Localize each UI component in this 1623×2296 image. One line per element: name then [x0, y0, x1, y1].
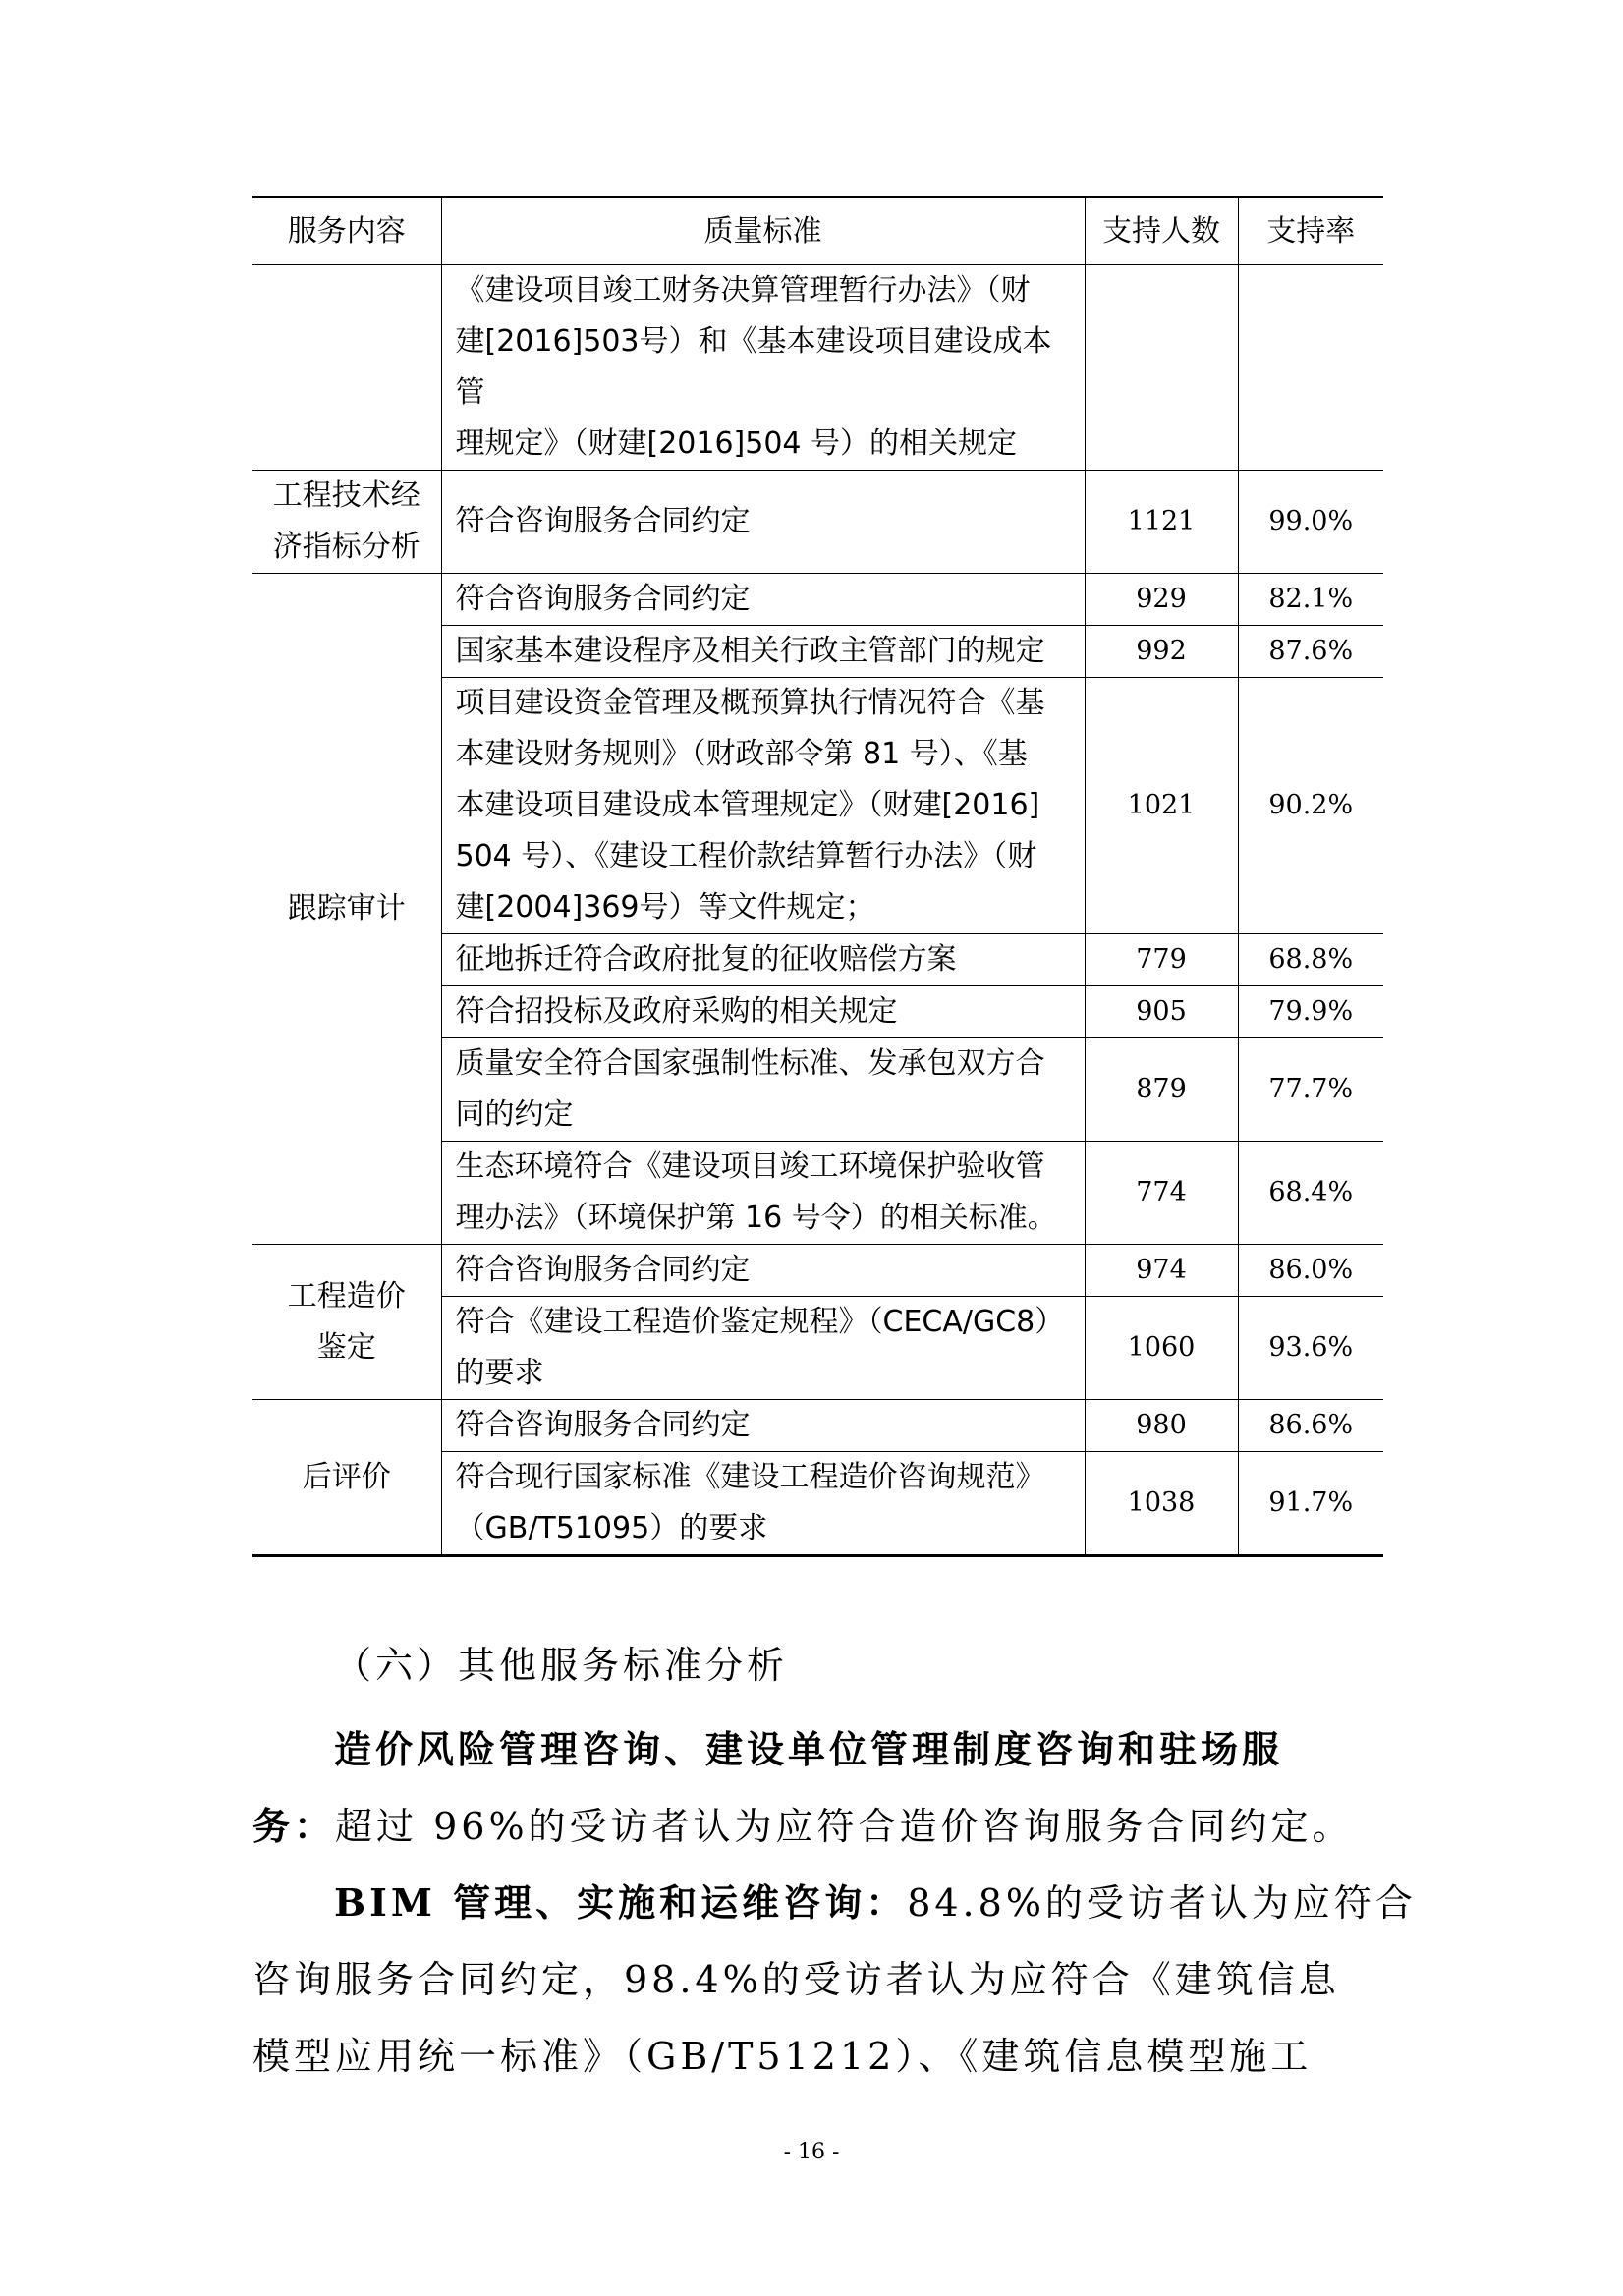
table-body	[252, 265, 1383, 1556]
service-cell	[252, 574, 441, 1245]
count-cell: 929	[1085, 574, 1238, 626]
bold-run: BIM 管理、实施和运维咨询：	[334, 1880, 908, 1925]
body-paragraphs	[252, 1711, 1417, 2095]
service-cell	[252, 265, 441, 471]
standard-line: 符合咨询服务合同约定	[455, 1253, 751, 1287]
standard-line: 符合《建设工程造价鉴定规程》（CECA/GC8）	[455, 1305, 1065, 1339]
table-header-row	[252, 197, 1383, 265]
quality-standard-table	[252, 196, 1383, 1557]
count-cell	[1085, 265, 1238, 471]
standard-line: 《建设项目竣工财务决算管理暂行办法》（财	[455, 273, 1031, 308]
text-run: 超过 96%的受访者认为应符合造价咨询服务合同约定。	[335, 1805, 1354, 1848]
rate-cell: 79.9%	[1238, 986, 1383, 1038]
rate-cell: 82.1%	[1238, 574, 1383, 626]
text-run: 84.8%的受访者认为应符合	[907, 1881, 1417, 1925]
bold-run: 造价风险管理咨询、建设单位管理制度咨询和驻场服	[334, 1727, 1284, 1771]
standard-line: 同的约定	[455, 1097, 574, 1132]
standard-line: 理规定》（财建[2016]504 号）的相关规定	[455, 426, 1018, 461]
standard-line: 国家基本建设程序及相关行政主管部门的规定	[455, 634, 1045, 668]
text-run: 模型应用统一标准》（GB/T51212）、《建筑信息模型施工	[252, 2035, 1313, 2078]
standard-line: 建[2004]369号）等文件规定；	[455, 890, 875, 924]
standard-cell	[441, 1297, 1085, 1400]
standard-line: 504 号）、《建设工程价款结算暂行办法》（财	[455, 839, 1037, 873]
rate-cell: 90.2%	[1238, 678, 1383, 934]
standard-line: 理办法》（环境保护第 16 号令）的相关标准。	[455, 1201, 1057, 1235]
count-cell: 974	[1085, 1245, 1238, 1297]
service-line: 跟踪审计	[287, 891, 406, 925]
rate-cell: 93.6%	[1238, 1297, 1383, 1400]
rate-cell: 91.7%	[1238, 1452, 1383, 1556]
standard-cell	[441, 471, 1085, 574]
standard-line: 生态环境符合《建设项目竣工环境保护验收管	[455, 1149, 1045, 1184]
count-cell: 992	[1085, 626, 1238, 678]
header-rate: 支持率	[1238, 197, 1383, 265]
count-cell: 774	[1085, 1142, 1238, 1245]
standard-cell	[441, 678, 1085, 934]
paragraph-line	[252, 1711, 1383, 1788]
count-cell: 1121	[1085, 471, 1238, 574]
section-heading: （六）其他服务标准分析	[334, 1644, 789, 1687]
standard-cell	[441, 934, 1085, 986]
standard-line: （GB/T51095）的要求	[455, 1511, 768, 1545]
standard-line: 项目建设资金管理及概预算执行情况符合《基	[455, 686, 1045, 720]
paragraph-line	[252, 1865, 1417, 1941]
table-row	[252, 574, 1383, 626]
standard-cell	[441, 574, 1085, 626]
service-cell	[252, 471, 441, 574]
standard-cell	[441, 986, 1085, 1038]
header-service: 服务内容	[252, 197, 441, 265]
text-run: 咨询服务合同约定，98.4%的受访者认为应符合《建筑信息	[252, 1958, 1340, 2001]
standard-cell	[441, 265, 1085, 471]
count-cell: 980	[1085, 1400, 1238, 1452]
standard-line: 建[2016]503号）和《基本建设项目建设成本管	[455, 324, 1052, 410]
standard-line: 符合咨询服务合同约定	[455, 582, 751, 616]
standard-cell	[441, 1452, 1085, 1556]
service-cell	[252, 1245, 441, 1400]
header-count: 支持人数	[1085, 197, 1238, 265]
rate-cell	[1238, 265, 1383, 471]
table-row	[252, 265, 1383, 471]
rate-cell: 86.6%	[1238, 1400, 1383, 1452]
table-row	[252, 471, 1383, 574]
paragraph-line	[252, 2018, 1383, 2095]
standard-line: 符合咨询服务合同约定	[455, 1408, 751, 1442]
rate-cell: 99.0%	[1238, 471, 1383, 574]
table-row	[252, 1245, 1383, 1297]
service-line: 鉴定	[316, 1329, 376, 1365]
standard-line: 本建设财务规则》（财政部令第 81 号）、《基	[455, 737, 1028, 771]
rate-cell: 77.7%	[1238, 1038, 1383, 1142]
header-standard: 质量标准	[441, 197, 1085, 265]
standard-line: 符合招投标及政府采购的相关规定	[455, 994, 898, 1029]
count-cell: 1021	[1085, 678, 1238, 934]
service-cell	[252, 1400, 441, 1556]
standard-line: 符合咨询服务合同约定	[455, 504, 751, 538]
standard-cell	[441, 1400, 1085, 1452]
standard-cell	[441, 626, 1085, 678]
service-line: 工程技术经	[272, 478, 420, 513]
count-cell: 905	[1085, 986, 1238, 1038]
standard-cell	[441, 1142, 1085, 1245]
service-line: 济指标分析	[272, 530, 420, 564]
count-cell: 1060	[1085, 1297, 1238, 1400]
rate-cell: 68.4%	[1238, 1142, 1383, 1245]
rate-cell: 86.0%	[1238, 1245, 1383, 1297]
page-number: - 16 -	[783, 2140, 840, 2164]
rate-cell: 87.6%	[1238, 626, 1383, 678]
rate-cell: 68.8%	[1238, 934, 1383, 986]
standard-cell	[441, 1245, 1085, 1297]
standard-line: 符合现行国家标准《建设工程造价咨询规范》	[455, 1460, 1045, 1494]
standard-line: 的要求	[455, 1356, 544, 1390]
count-cell: 779	[1085, 934, 1238, 986]
standard-line: 征地拆迁符合政府批复的征收赔偿方案	[455, 942, 957, 977]
standard-line: 质量安全符合国家强制性标准、发承包双方合	[455, 1046, 1045, 1081]
service-line: 后评价	[302, 1459, 391, 1494]
standard-line: 本建设项目建设成本管理规定》（财建[2016]	[455, 788, 1040, 822]
bold-run: 务：	[252, 1804, 336, 1848]
table-row	[252, 1400, 1383, 1452]
count-cell: 1038	[1085, 1452, 1238, 1556]
standard-cell	[441, 1038, 1085, 1142]
paragraph-line	[252, 1788, 1383, 1865]
count-cell: 879	[1085, 1038, 1238, 1142]
service-line: 工程造价	[287, 1278, 406, 1314]
paragraph-line	[252, 1941, 1383, 2018]
